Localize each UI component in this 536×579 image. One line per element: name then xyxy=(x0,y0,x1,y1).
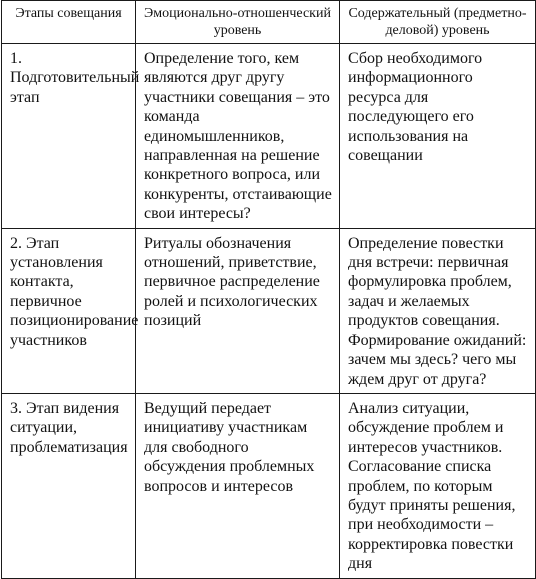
stage-cell: 2. Этап установления контакта, первичное позиционирование участников xyxy=(2,228,136,393)
content-cell: Анализ ситуации, обсуждение проблем и интересов участников. Согласование списка проблем, по которым будут приняты решения, при необходимости – корректировка повестки дня xyxy=(340,393,536,578)
stage-cell: 1. Подготовительный этап xyxy=(2,44,136,229)
table-row xyxy=(2,393,536,578)
meeting-stages-table xyxy=(1,0,536,579)
content-cell: Определение повестки дня встречи: первичная формулировка проблем, задач и желаемых продуктов совещания. Формирование ожиданий: зачем мы здесь? чего мы ждем друг от друга? xyxy=(340,228,536,393)
emotional-cell: Ведущий передает инициативу участникам для свободного обсуждения проблемных вопросов и интересов xyxy=(136,393,340,578)
table-header xyxy=(2,1,536,44)
content-cell: Сбор необходимого информационного ресурса для последующего его использования на совещании xyxy=(340,44,536,229)
header-row xyxy=(2,1,536,44)
emotional-cell: Ритуалы обозначения отношений, приветствие, первичное распределение ролей и психологических позиций xyxy=(136,228,340,393)
stage-cell: 3. Этап видения ситуации, проблематизация xyxy=(2,393,136,578)
header-stages: Этапы совещания xyxy=(2,1,136,44)
emotional-cell: Определение того, кем являются друг другу участники совещания – это команда единомышленников, направленная на решение конкретного вопроса, или конкуренты, отстаивающие свои интересы? xyxy=(136,44,340,229)
header-emotional-level: Эмоционально-отношенческий уровень xyxy=(136,1,340,44)
table-body xyxy=(2,44,536,579)
table-row xyxy=(2,44,536,229)
header-content-level: Содержательный (предметно-деловой) уровень xyxy=(340,1,536,44)
table-row xyxy=(2,228,536,393)
